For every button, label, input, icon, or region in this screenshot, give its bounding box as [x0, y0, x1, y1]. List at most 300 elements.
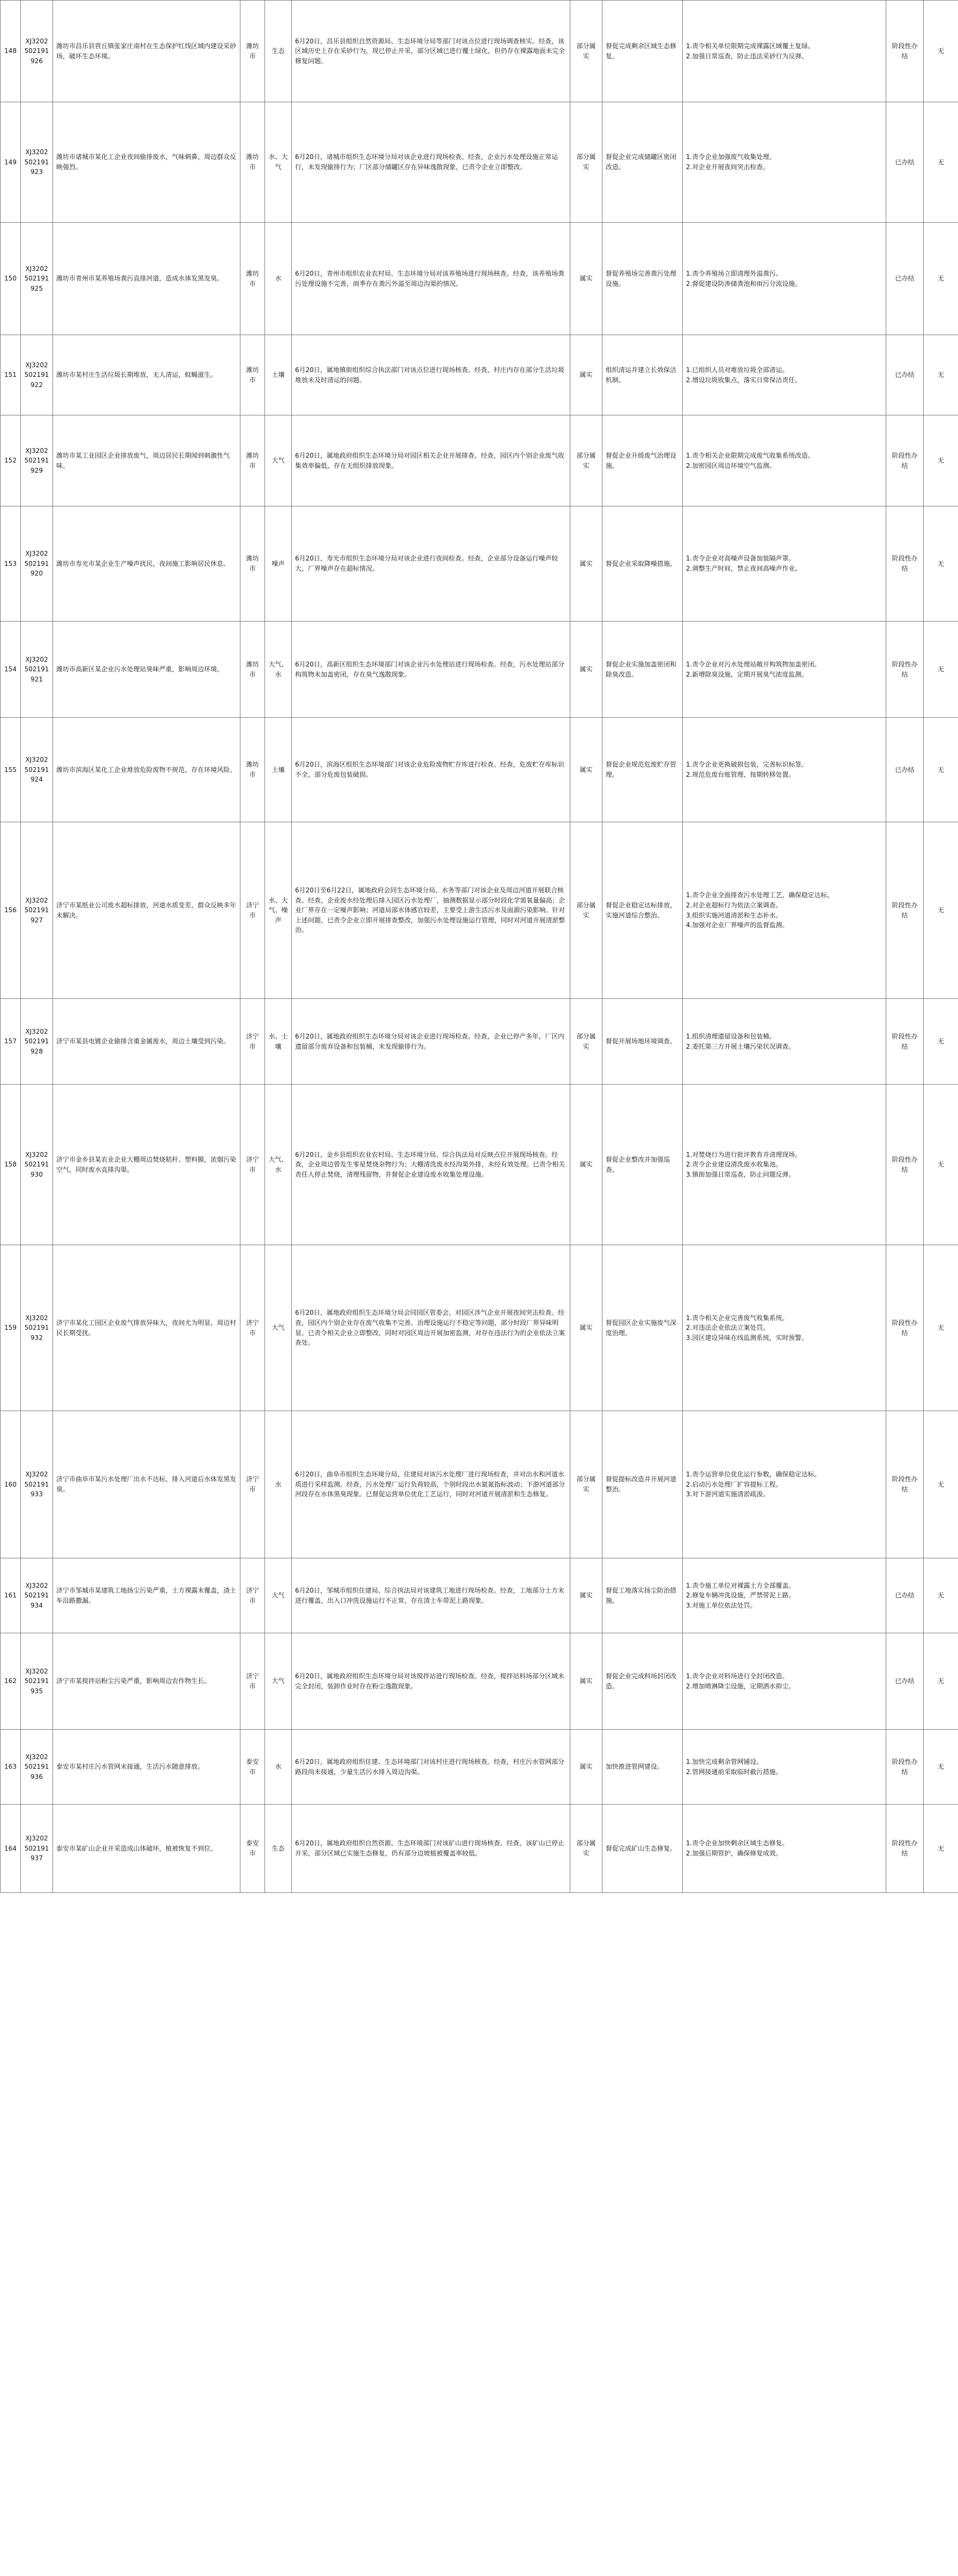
case-area-cell	[240, 622, 265, 718]
rectification-plan-cell	[602, 102, 683, 223]
case-code-cell	[21, 415, 53, 506]
pollution-type-cell	[265, 1805, 292, 1893]
table-row	[1, 1, 958, 102]
verification-result-cell	[570, 1805, 602, 1893]
verification-result-cell	[570, 999, 602, 1085]
case-code-cell	[21, 999, 53, 1085]
row-number-cell	[1, 622, 21, 718]
case-area: 潍坊市	[246, 660, 259, 678]
case-status-cell	[886, 622, 924, 718]
case-status: 已办结	[895, 1677, 915, 1685]
verification-result-cell	[570, 718, 602, 822]
case-code-cell	[21, 1730, 53, 1805]
accountability: 无	[937, 665, 944, 673]
investigation-detail: 6月20日，青州市组织农业农村局、生态环境分局对该养殖场进行现场核查。经查，该养殖场粪污处理设施不完善，雨季存在粪污外溢至周边沟渠的情况。	[295, 269, 564, 287]
verification-result-cell	[570, 1085, 602, 1245]
investigation-detail: 6月20日，属地政府组织生态环境分局对园区相关企业开展排查。经查，园区内个别企业废气收集效率偏低，存在无组织排放现象。	[295, 451, 564, 469]
accountability: 无	[937, 1161, 944, 1169]
case-area: 泰安市	[246, 1839, 259, 1857]
case-content: 济宁市某县电镀企业偷排含重金属废水，周边土壤受到污染。	[56, 1037, 230, 1045]
case-content-cell	[53, 999, 240, 1085]
pollution-type-cell	[265, 822, 292, 999]
investigation-detail: 6月20日，高新区组织生态环境部门对该企业污水处理站进行现场检查。经查，污水处理站部分构筑物未加盖密闭，存在臭气逸散现象。	[295, 660, 564, 678]
handling-result: 1.责令企业对高噪声设备加装隔声罩。 2.调整生产时间，禁止夜间高噪声作业。	[686, 555, 802, 572]
case-code: XJ3202502191928	[24, 1027, 49, 1055]
rectification-plan-cell	[602, 1085, 683, 1245]
rectification-plan: 督促企业完成储罐区密闭改造。	[606, 153, 677, 171]
rectification-plan-cell	[602, 1805, 683, 1893]
handling-result-cell	[683, 1558, 886, 1633]
case-area: 潍坊市	[246, 555, 259, 572]
row-number: 153	[4, 559, 17, 567]
verification-result-cell	[570, 102, 602, 223]
case-area-cell	[240, 822, 265, 999]
case-status: 阶段性办结	[892, 1475, 918, 1493]
pollution-type-cell	[265, 718, 292, 822]
investigation-detail-cell	[292, 223, 570, 335]
table-row	[1, 1633, 958, 1730]
pollution-type-cell	[265, 999, 292, 1085]
case-code-cell	[21, 1411, 53, 1558]
case-code: XJ3202502191929	[24, 446, 49, 474]
row-number: 157	[4, 1037, 17, 1045]
verification-result: 属实	[579, 371, 593, 379]
accountability-cell	[924, 1805, 958, 1893]
table-row	[1, 622, 958, 718]
case-status: 已办结	[895, 275, 915, 283]
case-code: XJ3202502191921	[24, 655, 49, 683]
handling-result-cell	[683, 1245, 886, 1411]
pollution-type-cell	[265, 335, 292, 415]
case-area-cell	[240, 415, 265, 506]
case-status-cell	[886, 1245, 924, 1411]
handling-result: 1.已组织人员对堆放垃圾全部清运。 2.增设垃圾收集点，落实日常保洁责任。	[686, 366, 802, 384]
handling-result-cell	[683, 1730, 886, 1805]
case-content: 济宁市曲阜市某污水处理厂出水不达标，排入河道后水体发黑发臭。	[56, 1475, 237, 1493]
verification-result-cell	[570, 335, 602, 415]
verification-result-cell	[570, 1411, 602, 1558]
row-number: 160	[4, 1480, 17, 1488]
verification-result: 部分属实	[576, 1032, 596, 1050]
case-area-cell	[240, 1730, 265, 1805]
case-status: 阶段性办结	[892, 1839, 918, 1857]
case-code: XJ3202502191924	[24, 756, 49, 784]
handling-result-cell	[683, 506, 886, 622]
handling-result: 1.责令企业全面排查污水处理工艺，确保稳定达标。 2.对企业超标行为依法立案调查。 3.组织实施河道清淤和生态补水。 4.加强对企业厂界噪声的监督监测。	[686, 891, 834, 929]
case-status: 已办结	[895, 766, 915, 774]
investigation-detail-cell	[292, 718, 570, 822]
case-code-cell	[21, 1085, 53, 1245]
investigation-detail-cell	[292, 415, 570, 506]
row-number-cell	[1, 1633, 21, 1730]
rectification-plan-cell	[602, 822, 683, 999]
case-area: 济宁市	[246, 1032, 259, 1050]
rectification-plan: 督促开展场地环境调查。	[606, 1037, 677, 1045]
accountability: 无	[937, 1763, 944, 1771]
case-code-cell	[21, 622, 53, 718]
pollution-type-cell	[265, 622, 292, 718]
pollution-type-cell	[265, 1245, 292, 1411]
rectification-plan-cell	[602, 1558, 683, 1633]
handling-result: 1.责令相关企业限期完成废气收集系统改造。 2.加密园区周边环境空气监测。	[686, 451, 814, 469]
case-area-cell	[240, 1085, 265, 1245]
accountability: 无	[937, 906, 944, 914]
rectification-plan-cell	[602, 718, 683, 822]
case-code: XJ3202502191927	[24, 896, 49, 924]
rectification-plan-cell	[602, 1411, 683, 1558]
investigation-detail: 6月20日至6月22日，属地政府会同生态环境分局、水务等部门对该企业及周边河道开展联合核查。经查，企业废水经处理后排入园区污水处理厂，抽测数据显示部分时段化学需氧量偏高；企业厂界存在一定噪声影响；河道局部水体感官较差，主要受上游生活污水及面源污染影响。针对上述问题，已责令企业立即开展排查整改，加强污水处理设施运行管理，同时对河道开展清淤整治。	[295, 887, 565, 934]
case-code-cell	[21, 1245, 53, 1411]
handling-result: 1.责令企业对污水处理站敞开构筑物加盖密闭。 2.新增除臭设施，定期开展臭气浓度监测。	[686, 660, 821, 678]
verification-result: 属实	[579, 1763, 593, 1771]
verification-result-cell	[570, 506, 602, 622]
verification-result-cell	[570, 1633, 602, 1730]
table-row	[1, 1411, 958, 1558]
pollution-type: 大气、水	[268, 1155, 288, 1173]
case-content: 泰安市某村庄污水管网未接通，生活污水随意排放。	[56, 1763, 205, 1771]
case-content: 潍坊市高新区某企业污水处理站臭味严重，影响周边环境。	[56, 665, 224, 673]
case-code: XJ3202502191920	[24, 550, 49, 578]
case-status: 已办结	[895, 371, 915, 379]
handling-result-cell	[683, 223, 886, 335]
verification-result: 部分属实	[576, 901, 596, 919]
case-code: XJ3202502191922	[24, 361, 49, 389]
verification-result: 属实	[579, 665, 593, 673]
row-number-cell	[1, 102, 21, 223]
case-area: 济宁市	[246, 1586, 259, 1604]
case-area-cell	[240, 1, 265, 102]
pollution-type: 生态	[271, 47, 285, 55]
investigation-detail-cell	[292, 335, 570, 415]
verification-result: 部分属实	[576, 42, 596, 60]
investigation-detail-cell	[292, 622, 570, 718]
case-code: XJ3202502191936	[24, 1753, 49, 1781]
row-number-cell	[1, 1730, 21, 1805]
case-status-cell	[886, 822, 924, 999]
handling-result-cell	[683, 1805, 886, 1893]
table-row	[1, 506, 958, 622]
table-row	[1, 1085, 958, 1245]
rectification-plan-cell	[602, 999, 683, 1085]
row-number-cell	[1, 999, 21, 1085]
row-number-cell	[1, 506, 21, 622]
case-status-cell	[886, 1730, 924, 1805]
investigation-detail: 6月20日，属地政府组织生态环境分局对该搅拌站进行现场检查。经查，搅拌站料场部分区域未完全封闭，装卸作业时存在粉尘逸散现象。	[295, 1672, 564, 1690]
case-code: XJ3202502191933	[24, 1471, 49, 1498]
accountability-cell	[924, 822, 958, 999]
rectification-plan-cell	[602, 1, 683, 102]
verification-result-cell	[570, 622, 602, 718]
investigation-detail: 6月20日，属地政府组织生态环境分局对该企业进行现场检查。经查，企业已停产多年，厂区内遗留部分废弃设备和包装桶，未发现偷排行为。	[295, 1032, 564, 1050]
accountability-cell	[924, 1730, 958, 1805]
pollution-type: 大气	[271, 457, 285, 465]
investigation-detail-cell	[292, 999, 570, 1085]
pollution-type: 大气	[271, 1592, 285, 1600]
accountability-cell	[924, 1245, 958, 1411]
pollution-type-cell	[265, 102, 292, 223]
verification-result: 属实	[579, 275, 593, 283]
investigation-detail-cell	[292, 1245, 570, 1411]
handling-result-cell	[683, 822, 886, 999]
case-content-cell	[53, 1085, 240, 1245]
accountability-cell	[924, 1558, 958, 1633]
rectification-plan: 督促企业采取降噪措施。	[606, 559, 677, 567]
case-area: 潍坊市	[246, 761, 259, 778]
case-status-cell	[886, 1, 924, 102]
handling-result-cell	[683, 1, 886, 102]
handling-result-cell	[683, 335, 886, 415]
verification-result: 属实	[579, 766, 593, 774]
row-number-cell	[1, 335, 21, 415]
pollution-type: 大气	[271, 1677, 285, 1685]
table-row	[1, 1558, 958, 1633]
case-content: 潍坊市某工业园区企业排放废气，周边居民长期闻到刺激性气味。	[56, 451, 230, 469]
investigation-detail-cell	[292, 1411, 570, 1558]
table-row	[1, 335, 958, 415]
case-area: 潍坊市	[246, 366, 259, 384]
verification-result-cell	[570, 1730, 602, 1805]
row-number: 149	[4, 158, 17, 166]
handling-result-cell	[683, 102, 886, 223]
investigation-detail-cell	[292, 506, 570, 622]
accountability: 无	[937, 1324, 944, 1332]
row-number: 150	[4, 275, 17, 283]
handling-result: 1.责令企业对料场进行全封闭改造。 2.增加喷淋降尘设施，定期洒水抑尘。	[686, 1672, 795, 1690]
accountability-cell	[924, 622, 958, 718]
case-status-cell	[886, 1411, 924, 1558]
case-status-cell	[886, 1558, 924, 1633]
verification-result-cell	[570, 415, 602, 506]
investigation-detail: 6月20日，滨海区组织生态环境部门对该企业危险废物贮存库进行检查。经查，危废贮存库标识不全，部分危废包装破损。	[295, 761, 564, 778]
rectification-plan-cell	[602, 223, 683, 335]
case-area-cell	[240, 223, 265, 335]
rectification-plan-cell	[602, 335, 683, 415]
case-area-cell	[240, 1805, 265, 1893]
row-number: 164	[4, 1844, 17, 1852]
verification-result: 部分属实	[576, 1839, 596, 1857]
case-content: 济宁市金乡县某农业企业大棚周边焚烧秸秆、塑料膜，浓烟污染空气，同时废水直排沟渠。	[56, 1155, 237, 1173]
row-number: 161	[4, 1592, 17, 1600]
row-number-cell	[1, 415, 21, 506]
case-status-cell	[886, 102, 924, 223]
investigation-detail: 6月20日，昌乐县组织自然资源局、生态环境分局等部门对该点位进行现场调查核实。经查，该区域历史上存在采砂行为，现已停止开采，部分区域已进行覆土绿化，但仍存在裸露地面未完全修复问题。	[295, 37, 565, 65]
investigation-detail-cell	[292, 1, 570, 102]
case-status: 已办结	[895, 158, 915, 166]
accountability-cell	[924, 102, 958, 223]
case-content-cell	[53, 822, 240, 999]
case-area-cell	[240, 1558, 265, 1633]
rectification-plan: 加快推进管网建设。	[606, 1763, 664, 1771]
case-code-cell	[21, 223, 53, 335]
case-area: 潍坊市	[246, 42, 259, 60]
handling-result: 1.责令运营单位优化运行参数，确保稳定达标。 2.启动污水处理厂扩容提标工程。 3.对下游河道实施清淤疏浚。	[686, 1471, 821, 1498]
case-area: 泰安市	[246, 1757, 259, 1776]
case-status: 阶段性办结	[892, 42, 918, 60]
accountability: 无	[937, 371, 944, 379]
rectification-plan: 督促企业实施加盖密闭和除臭改造。	[606, 660, 677, 678]
handling-result-cell	[683, 999, 886, 1085]
rectification-plan-cell	[602, 622, 683, 718]
handling-result: 1.责令企业更换破损包装，完善标识标签。 2.规范危废台账管理，按期转移处置。	[686, 761, 808, 778]
rectification-plan: 督促企业整改并加强巡查。	[606, 1155, 670, 1173]
row-number: 151	[4, 371, 17, 379]
table-row	[1, 718, 958, 822]
case-status-cell	[886, 1633, 924, 1730]
accountability: 无	[937, 1677, 944, 1685]
case-status: 阶段性办结	[892, 660, 918, 678]
table-row	[1, 999, 958, 1085]
accountability: 无	[937, 158, 944, 166]
case-area-cell	[240, 1245, 265, 1411]
rectification-plan: 督促企业完成料场封闭改造。	[606, 1672, 677, 1690]
case-content: 济宁市某纸业公司废水超标排放，河道水质变差，群众反映多年未解决。	[56, 901, 237, 919]
case-code-cell	[21, 335, 53, 415]
pollution-type-cell	[265, 1730, 292, 1805]
table-row	[1, 1805, 958, 1893]
case-area: 济宁市	[246, 1475, 259, 1493]
accountability: 无	[937, 1037, 944, 1045]
verification-result: 属实	[579, 559, 593, 567]
pollution-type: 土壤	[271, 371, 285, 379]
case-status: 阶段性办结	[892, 1319, 918, 1337]
case-area-cell	[240, 102, 265, 223]
case-code: XJ3202502191934	[24, 1581, 49, 1609]
row-number: 163	[4, 1763, 17, 1771]
case-code-cell	[21, 822, 53, 999]
investigation-detail: 6月20日，邹城市组织住建局、综合执法局对该建筑工地进行现场检查。经查，工地部分土方未进行覆盖，出入口冲洗设施运行不正常，存在渣土车带泥上路现象。	[295, 1586, 564, 1604]
pollution-type-cell	[265, 506, 292, 622]
row-number-cell	[1, 1558, 21, 1633]
case-status-cell	[886, 223, 924, 335]
pollution-type: 水	[275, 1480, 282, 1488]
rectification-plan: 督促养殖场完善粪污处理设施。	[606, 269, 677, 287]
handling-result-cell	[683, 718, 886, 822]
case-code: XJ3202502191925	[24, 264, 49, 292]
pollution-type: 生态	[271, 1844, 285, 1852]
table-row	[1, 415, 958, 506]
table-row	[1, 102, 958, 223]
pollution-type: 水、大气	[268, 153, 288, 171]
verification-result: 部分属实	[576, 1475, 596, 1493]
verification-result-cell	[570, 1, 602, 102]
accountability: 无	[937, 47, 944, 55]
case-status: 阶段性办结	[892, 1757, 918, 1776]
case-code-cell	[21, 1, 53, 102]
rectification-plan-cell	[602, 1633, 683, 1730]
case-area: 潍坊市	[246, 269, 259, 287]
row-number: 155	[4, 766, 17, 774]
investigation-detail-cell	[292, 1805, 570, 1893]
investigation-detail-cell	[292, 1085, 570, 1245]
case-content-cell	[53, 1805, 240, 1893]
case-code-cell	[21, 718, 53, 822]
case-status: 阶段性办结	[892, 451, 918, 469]
rectification-plan: 督促企业规范危废贮存管理。	[606, 761, 677, 778]
investigation-detail: 6月20日，诸城市组织生态环境分局对该企业进行现场检查。经查，企业污水处理设施正常运行，未发现偷排行为；厂区部分储罐区存在异味逸散现象，已责令企业立即整改。	[295, 153, 558, 171]
case-area-cell	[240, 1633, 265, 1730]
investigation-detail: 6月20日，属地镇街组织综合执法部门对该点位进行现场核查。经查，村庄内存在部分生活垃圾堆放未及时清运的问题。	[295, 366, 564, 384]
verification-result: 部分属实	[576, 451, 596, 469]
accountability-cell	[924, 506, 958, 622]
verification-result-cell	[570, 822, 602, 999]
handling-result: 1.责令企业加快剩余区域生态修复。 2.加强后期管护，确保修复成效。	[686, 1839, 789, 1857]
investigation-detail-cell	[292, 102, 570, 223]
row-number: 162	[4, 1677, 17, 1685]
case-content-cell	[53, 506, 240, 622]
case-content: 潍坊市诸城市某化工企业夜间偷排废水，气味刺鼻，周边群众反映强烈。	[56, 153, 237, 171]
verification-result: 属实	[579, 1677, 593, 1685]
case-content-cell	[53, 1633, 240, 1730]
handling-result: 1.责令相关单位限期完成裸露区域覆土复绿。 2.加强日常巡查，防止违法采砂行为反弹。	[686, 42, 814, 60]
case-code: XJ3202502191926	[24, 37, 49, 65]
case-status-cell	[886, 1085, 924, 1245]
case-content-cell	[53, 102, 240, 223]
accountability-cell	[924, 1633, 958, 1730]
handling-result: 1.责令相关企业完善废气收集系统。 2.对违法企业依法立案处罚。 3.园区建设异味在线监测系统，实时预警。	[686, 1314, 808, 1342]
case-content-cell	[53, 1, 240, 102]
handling-result-cell	[683, 622, 886, 718]
table-row	[1, 1245, 958, 1411]
case-status-cell	[886, 1805, 924, 1893]
rectification-plan: 督促提标改造并开展河道整治。	[606, 1475, 677, 1493]
accountability: 无	[937, 457, 944, 465]
handling-result: 1.加快完成剩余管网铺设。 2.管网接通前采取临时截污措施。	[686, 1757, 782, 1776]
investigation-detail: 6月20日，寿光市组织生态环境分局对该企业进行夜间检查。经查，企业部分设备运行噪声较大，厂界噪声存在超标情况。	[295, 555, 558, 572]
verification-result: 部分属实	[576, 153, 596, 171]
row-number-cell	[1, 223, 21, 335]
pollution-type: 水	[275, 275, 282, 283]
pollution-type: 大气	[271, 1324, 285, 1332]
accountability: 无	[937, 559, 944, 567]
case-area-cell	[240, 335, 265, 415]
handling-result-cell	[683, 1411, 886, 1558]
case-content-cell	[53, 622, 240, 718]
case-area: 济宁市	[246, 1319, 259, 1337]
accountability: 无	[937, 1844, 944, 1852]
pollution-type-cell	[265, 1411, 292, 1558]
accountability-cell	[924, 335, 958, 415]
rectification-plan-cell	[602, 1245, 683, 1411]
accountability: 无	[937, 275, 944, 283]
handling-result: 1.责令养殖场立即清理外溢粪污。 2.督促建设防渗储粪池和雨污分流设施。	[686, 269, 802, 287]
case-area: 潍坊市	[246, 451, 259, 469]
investigation-detail-cell	[292, 1730, 570, 1805]
investigation-detail: 6月20日，属地政府组织生态环境分局会同园区管委会，对园区涉气企业开展夜间突击检查。经查，园区内个别企业存在废气收集不完善、治理设施运行不稳定等问题，部分时段厂界异味明显。已责令相关企业立即整改，同时对园区周边开展加密监测，对存在违法行为的企业依法立案查处。	[295, 1309, 565, 1347]
handling-result-cell	[683, 1085, 886, 1245]
case-code: XJ3202502191935	[24, 1667, 49, 1695]
investigation-detail-cell	[292, 1558, 570, 1633]
pollution-type: 大气、水	[268, 660, 288, 678]
handling-result: 1.对焚烧行为进行批评教育并清理现场。 2.责令企业建设清洗废水收集池。 3.镇街加强日常巡查，防止问题反弹。	[686, 1150, 802, 1178]
handling-result-cell	[683, 1633, 886, 1730]
case-content-cell	[53, 1411, 240, 1558]
case-area: 济宁市	[246, 1672, 259, 1690]
rectification-plan-cell	[602, 506, 683, 622]
case-content: 济宁市邹城市某建筑工地扬尘污染严重，土方裸露未覆盖，渣土车沿路撒漏。	[56, 1586, 237, 1604]
case-content: 济宁市某化工园区企业废气排放异味大，夜间尤为明显，周边村民长期受扰。	[56, 1319, 237, 1337]
accountability-cell	[924, 223, 958, 335]
case-content-cell	[53, 415, 240, 506]
accountability: 无	[937, 1480, 944, 1488]
case-code-cell	[21, 1805, 53, 1893]
row-number-cell	[1, 718, 21, 822]
pollution-type: 水、土壤	[268, 1032, 288, 1050]
case-status: 阶段性办结	[892, 1155, 918, 1173]
case-status: 阶段性办结	[892, 555, 918, 572]
accountability-cell	[924, 718, 958, 822]
row-number-cell	[1, 1805, 21, 1893]
row-number-cell	[1, 1411, 21, 1558]
